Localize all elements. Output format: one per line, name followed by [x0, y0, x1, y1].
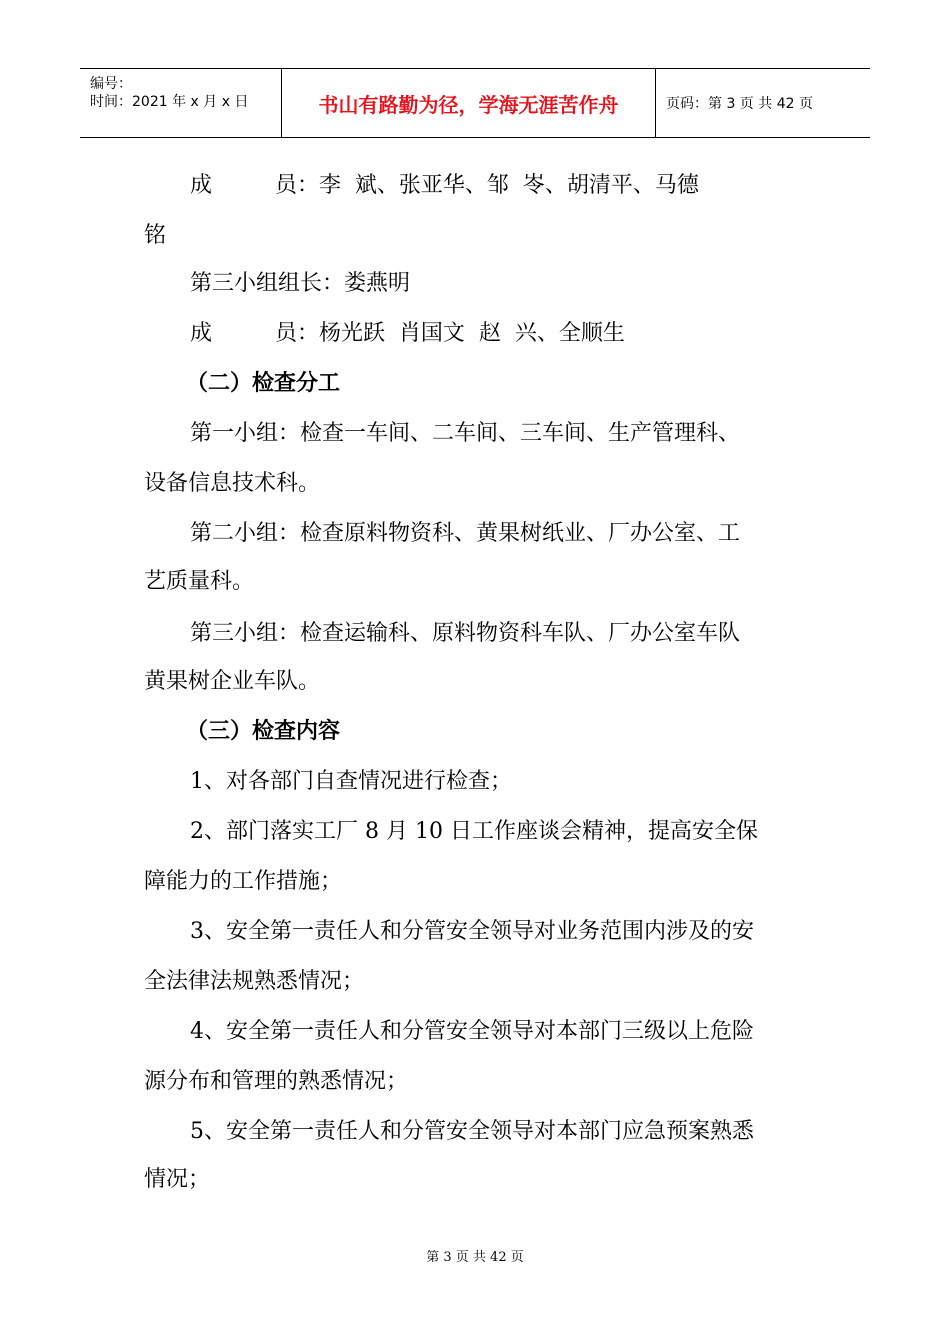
- header-motto-cell: [282, 69, 656, 137]
- page-info: 页码：第 3 页 共 42 页: [666, 96, 813, 112]
- header-page-cell: [656, 69, 870, 137]
- body-line: 成 员：杨光跃 肖国文 赵 兴、全顺生: [190, 321, 625, 346]
- page-footer: 第 3 页 共 42 页: [426, 1250, 524, 1265]
- body-line: 源分布和管理的熟悉情况；: [144, 1069, 409, 1094]
- body-line: 2、部门落实工厂 8 月 10 日工作座谈会精神，提高安全保: [190, 819, 758, 844]
- body-line: 3、安全第一责任人和分管安全领导对业务范围内涉及的安: [190, 919, 754, 944]
- body-line: 1、对各部门自查情况进行检查；: [190, 769, 512, 794]
- body-line: 艺质量科。: [144, 569, 255, 594]
- body-line: 第三小组：检查运输科、原料物资科车队、厂办公室车队: [190, 621, 741, 646]
- body-line: 黄果树企业车队。: [144, 669, 321, 694]
- time-label: 时间：2021 年 x 月 x 日: [90, 94, 249, 110]
- header-meta-cell: [80, 69, 282, 137]
- body-line: 情况；: [144, 1167, 211, 1192]
- document-header: [80, 68, 870, 138]
- body-line: 铭: [144, 223, 167, 248]
- body-line: 第二小组：检查原料物资科、黄果树纸业、厂办公室、工: [190, 521, 741, 546]
- section-heading: （二）检查分工: [186, 371, 341, 396]
- body-line: 设备信息技术科。: [144, 471, 321, 496]
- body-line: 4、安全第一责任人和分管安全领导对本部门三级以上危险: [190, 1019, 754, 1044]
- body-line: 全法律法规熟悉情况；: [144, 969, 365, 994]
- body-line: 5、安全第一责任人和分管安全领导对本部门应急预案熟悉: [190, 1119, 754, 1144]
- section-heading: （三）检查内容: [186, 719, 341, 744]
- motto-text: 书山有路勤为径，学海无涯苦作舟: [318, 92, 619, 117]
- body-line: 成 员：李 斌、张亚华、邹 岺、胡清平、马德: [190, 173, 699, 198]
- body-line: 第三小组组长：娄燕明: [190, 271, 411, 296]
- body-line: 障能力的工作措施；: [144, 869, 343, 894]
- code-label: 编号：: [90, 76, 132, 92]
- body-line: 第一小组：检查一车间、二车间、三车间、生产管理科、: [190, 421, 741, 446]
